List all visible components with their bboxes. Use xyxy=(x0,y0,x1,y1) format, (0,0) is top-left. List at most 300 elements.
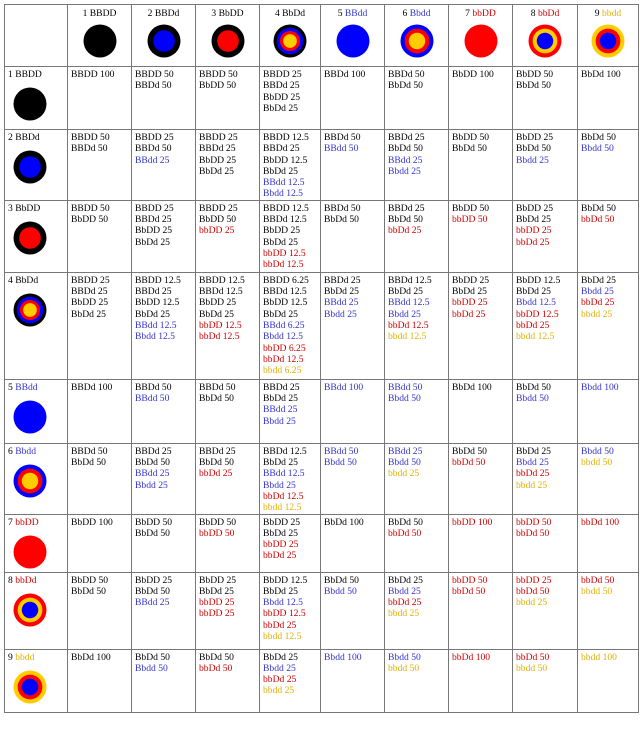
phenotype-disc-icon xyxy=(464,24,498,58)
offspring-line: bbDd 25 xyxy=(388,225,422,237)
offspring-line: bbDD 12.5 xyxy=(263,608,306,620)
offspring-line: bbDd 25 xyxy=(263,619,297,631)
offspring-line: BBdd 25 xyxy=(388,445,423,457)
offspring-line: bbDD 12.5 xyxy=(263,247,306,259)
offspring-line: BBDD 12.5 xyxy=(199,274,245,286)
offspring-line: BBDD 25 xyxy=(199,132,238,143)
offspring-line: BBdd 12.5 xyxy=(388,297,430,309)
offspring-line: BBDd 25 xyxy=(263,381,300,393)
offspring-cell xyxy=(449,272,513,379)
offspring-line: BbDD 50 xyxy=(452,202,490,214)
offspring-line: BBdd 50 xyxy=(324,445,359,457)
offspring-cell xyxy=(321,649,385,712)
offspring-cell xyxy=(132,443,196,514)
offspring-line: BbDd 100 xyxy=(581,69,621,80)
offspring-line: bbDd 50 xyxy=(452,457,486,469)
offspring-line: bbDd 12.5 xyxy=(263,490,304,502)
row-header-label xyxy=(7,132,65,144)
offspring-line: BBDD 25 xyxy=(263,69,302,80)
offspring-line: bbDd 50 xyxy=(516,527,550,539)
offspring-line: BbDd 50 xyxy=(581,132,616,143)
offspring-line: BbDD 12.5 xyxy=(135,297,180,309)
offspring-cell xyxy=(132,200,196,272)
column-header xyxy=(449,5,513,67)
offspring-line: bbDD 100 xyxy=(452,516,493,528)
offspring-line: bbDD 50 xyxy=(452,214,488,226)
offspring-line: BBDd 50 xyxy=(324,202,361,214)
offspring-line: bbDd 25 xyxy=(516,468,550,480)
offspring-line: BbDd 50 xyxy=(388,214,423,226)
offspring-line: bbDD 25 xyxy=(516,574,552,586)
offspring-line: BbDd 50 xyxy=(452,143,487,155)
offspring-line: BbDd 25 xyxy=(135,308,170,320)
offspring-cell xyxy=(449,443,513,514)
phenotype-disc-icon xyxy=(13,87,47,121)
disc-ring xyxy=(19,156,41,178)
offspring-line: Bbdd 25 xyxy=(135,479,168,491)
row-header xyxy=(5,572,68,649)
offspring-line: BbDD 25 xyxy=(199,297,237,309)
offspring-line: Bbdd 12.5 xyxy=(263,597,303,609)
offspring-line: BBDd 25 xyxy=(199,143,236,155)
column-header-label xyxy=(196,8,259,20)
offspring-line: BbDd 50 xyxy=(388,516,423,528)
offspring-cell xyxy=(513,649,578,712)
disc-ring xyxy=(14,535,47,568)
offspring-line: Bbdd 50 xyxy=(516,393,549,405)
offspring-cell xyxy=(260,514,321,572)
phenotype-disc-icon xyxy=(83,24,117,58)
row-header-label xyxy=(7,382,65,394)
offspring-line: BbDd 25 xyxy=(263,585,298,597)
table-row xyxy=(5,649,639,712)
offspring-line: bbDD 50 xyxy=(199,527,235,539)
offspring-line: bbdd 50 xyxy=(581,585,613,597)
disc-ring xyxy=(600,33,617,50)
offspring-line: BbDD 100 xyxy=(71,516,113,528)
offspring-cell xyxy=(385,272,449,379)
offspring-cell xyxy=(196,379,260,443)
offspring-cell xyxy=(68,649,132,712)
row-header-label xyxy=(7,446,65,458)
offspring-line: Bbdd 25 xyxy=(263,479,296,491)
offspring-line: BbDd 25 xyxy=(516,286,551,298)
offspring-line: BBDd 12.5 xyxy=(263,445,307,457)
offspring-line: BbDD 50 xyxy=(452,132,490,143)
offspring-line: BbDd 50 xyxy=(135,457,170,469)
offspring-line: bbDD 50 xyxy=(452,574,488,586)
genotype-number: 7 xyxy=(465,8,470,19)
offspring-line: bbDD 25 xyxy=(516,225,552,237)
offspring-cell xyxy=(68,379,132,443)
offspring-line: BBDd 25 xyxy=(71,286,108,298)
offspring-line: BBDD 100 xyxy=(71,69,115,80)
phenotype-disc-icon xyxy=(273,24,307,58)
offspring-line: bbDd 25 xyxy=(388,597,422,609)
offspring-line: BBdd 6.25 xyxy=(263,319,305,331)
offspring-line: Bbdd 25 xyxy=(388,165,421,177)
offspring-cell xyxy=(321,514,385,572)
phenotype-disc-icon xyxy=(528,24,562,58)
offspring-cell xyxy=(68,572,132,649)
offspring-line: bbDd 12.5 xyxy=(388,319,429,331)
column-header xyxy=(196,5,260,67)
row-header-label xyxy=(7,275,65,287)
offspring-cell xyxy=(578,272,639,379)
offspring-line: bbDD 25 xyxy=(263,539,299,551)
offspring-cell xyxy=(321,67,385,130)
offspring-cell xyxy=(132,514,196,572)
row-header xyxy=(5,200,68,272)
offspring-cell xyxy=(132,67,196,130)
offspring-line: Bbdd 100 xyxy=(324,651,362,663)
table-row xyxy=(5,514,639,572)
offspring-cell xyxy=(321,130,385,201)
genotype-number: 8 xyxy=(8,574,13,586)
column-header xyxy=(260,5,321,67)
offspring-line: BBDd 25 xyxy=(263,80,300,92)
offspring-line: BbDD 25 xyxy=(452,274,490,286)
offspring-line: BbDd 25 xyxy=(388,574,423,586)
offspring-line: BbDD 25 xyxy=(71,297,109,309)
disc-ring xyxy=(23,303,37,317)
offspring-line: BBdd 25 xyxy=(135,468,170,480)
offspring-line: bbdd 12.5 xyxy=(263,502,302,514)
row-header-label xyxy=(7,517,65,529)
offspring-line: BbDd 25 xyxy=(452,286,487,298)
offspring-line: BBDd 25 xyxy=(135,214,172,226)
column-header xyxy=(385,5,449,67)
offspring-line: BbDd 50 xyxy=(324,574,359,586)
offspring-line: bbDd 25 xyxy=(199,468,233,480)
offspring-cell xyxy=(321,200,385,272)
offspring-line: BbDd 50 xyxy=(324,214,359,226)
offspring-line: Bbdd 50 xyxy=(388,651,421,663)
offspring-line: Bbdd 25 xyxy=(263,415,296,427)
row-header xyxy=(5,379,68,443)
disc-ring xyxy=(14,400,47,433)
corner-cell xyxy=(5,5,68,67)
offspring-line: BbDd 50 xyxy=(71,457,106,469)
offspring-line: BbDd 25 xyxy=(581,274,616,286)
genotype-name: bbDd xyxy=(537,8,560,19)
table-row xyxy=(5,443,639,514)
offspring-cell xyxy=(385,379,449,443)
phenotype-disc-icon xyxy=(147,24,181,58)
offspring-line: bbdd 50 xyxy=(516,662,548,674)
offspring-line: BBDd 25 xyxy=(263,143,300,155)
offspring-line: BBdd 12.5 xyxy=(263,177,305,189)
genotype-number: 2 xyxy=(147,8,153,19)
offspring-line: Bbdd 50 xyxy=(388,457,421,469)
offspring-line: BbDD 50 xyxy=(516,69,554,80)
offspring-line: Bbdd 50 xyxy=(324,457,357,469)
offspring-line: BbDD 50 xyxy=(71,574,109,586)
offspring-cell xyxy=(196,572,260,649)
row-header xyxy=(5,514,68,572)
row-header-label xyxy=(7,69,65,81)
offspring-cell xyxy=(132,379,196,443)
genotype-number: 3 xyxy=(211,8,217,19)
offspring-line: bbDD 25 xyxy=(199,608,235,620)
offspring-line: bbdd 25 xyxy=(388,608,420,620)
offspring-cell xyxy=(260,200,321,272)
offspring-line: BbDd 50 xyxy=(135,527,170,539)
row-header xyxy=(5,130,68,201)
offspring-line: BBdd 25 xyxy=(388,154,423,166)
offspring-cell xyxy=(385,514,449,572)
offspring-line: BBDd 50 xyxy=(135,80,172,92)
row-header-label xyxy=(7,575,65,587)
offspring-line: BbDD 12.5 xyxy=(263,574,308,586)
offspring-line: BbDd 50 xyxy=(199,457,234,469)
offspring-cell xyxy=(449,572,513,649)
genotype-name: Bbdd xyxy=(15,445,36,457)
offspring-line: Bbdd 25 xyxy=(388,308,421,320)
phenotype-disc-icon xyxy=(400,24,434,58)
offspring-cell xyxy=(449,130,513,201)
offspring-line: BBDd 50 xyxy=(135,143,172,155)
offspring-cell xyxy=(449,379,513,443)
offspring-line: Bbdd 100 xyxy=(581,381,619,393)
offspring-line: BbDd 50 xyxy=(199,393,234,405)
offspring-cell xyxy=(449,514,513,572)
offspring-cell xyxy=(132,649,196,712)
offspring-line: bbDd 25 xyxy=(263,550,297,562)
offspring-line: bbDd 100 xyxy=(581,516,620,528)
offspring-line: BbDd 50 xyxy=(135,651,170,663)
genotype-number: 7 xyxy=(8,516,13,528)
offspring-line: bbDd 100 xyxy=(452,651,491,663)
column-header-label xyxy=(385,8,448,20)
offspring-line: Bbdd 12.5 xyxy=(516,297,556,309)
offspring-line: BbDd 25 xyxy=(324,286,359,298)
genotype-name: BBDd xyxy=(15,132,40,143)
offspring-line: BbDd 50 xyxy=(388,80,423,92)
offspring-line: BBDd 12.5 xyxy=(263,214,307,226)
offspring-line: BBDD 50 xyxy=(135,69,174,80)
offspring-cell xyxy=(513,572,578,649)
disc-ring xyxy=(22,473,39,490)
offspring-line: BBDd 12.5 xyxy=(263,286,307,298)
offspring-line: BbDd 25 xyxy=(516,214,551,226)
phenotype-disc-icon xyxy=(336,24,370,58)
offspring-line: BbDd 25 xyxy=(516,445,551,457)
offspring-line: bbDd 12.5 xyxy=(263,259,304,271)
offspring-line: BBDd 25 xyxy=(388,202,425,214)
offspring-line: bbdd 50 xyxy=(581,457,613,469)
offspring-line: BBDD 50 xyxy=(199,69,238,80)
offspring-line: bbDD 50 xyxy=(516,516,552,528)
offspring-cell xyxy=(513,379,578,443)
offspring-line: BbDD 100 xyxy=(452,69,494,80)
offspring-line: bbdd 25 xyxy=(516,597,548,609)
offspring-line: BBDd 50 xyxy=(388,69,425,80)
offspring-line: BbDd 25 xyxy=(263,651,298,663)
offspring-cell xyxy=(196,443,260,514)
offspring-cell xyxy=(578,514,639,572)
offspring-line: BbDD 25 xyxy=(263,516,301,528)
offspring-line: BbDd 50 xyxy=(516,143,551,155)
offspring-line: BBdd 100 xyxy=(324,381,364,393)
genotype-number: 5 xyxy=(337,8,343,19)
offspring-cell xyxy=(196,272,260,379)
offspring-line: BBDD 6.25 xyxy=(263,274,309,286)
column-header xyxy=(132,5,196,67)
offspring-cell xyxy=(513,67,578,130)
offspring-cell xyxy=(321,272,385,379)
offspring-cell xyxy=(68,67,132,130)
genotype-name: bbdd xyxy=(602,8,622,19)
genotype-name: BbDD xyxy=(15,202,41,214)
offspring-line: bbDd 25 xyxy=(581,297,615,309)
offspring-line: BbDD 50 xyxy=(199,214,237,226)
offspring-cell xyxy=(132,272,196,379)
offspring-line: bbDD 25 xyxy=(199,597,235,609)
genotype-name: bbDD xyxy=(472,8,496,19)
column-header xyxy=(578,5,639,67)
column-header xyxy=(68,5,132,67)
offspring-line: bbDD 6.25 xyxy=(263,342,306,354)
column-header xyxy=(321,5,385,67)
phenotype-disc-icon xyxy=(13,150,47,184)
offspring-cell xyxy=(260,67,321,130)
genotype-number: 1 xyxy=(8,69,13,80)
offspring-line: bbDd 25 xyxy=(516,236,550,248)
offspring-cell xyxy=(385,572,449,649)
genotype-name: BbDd xyxy=(282,8,306,19)
offspring-cell xyxy=(196,514,260,572)
genotype-name: BbDD xyxy=(218,8,244,19)
offspring-cell xyxy=(321,443,385,514)
disc-ring xyxy=(217,30,239,52)
offspring-line: BbDd 25 xyxy=(199,585,234,597)
offspring-cell xyxy=(449,200,513,272)
offspring-cell xyxy=(449,67,513,130)
offspring-line: BBDd 50 xyxy=(135,381,172,393)
offspring-line: bbdd 12.5 xyxy=(388,331,427,343)
phenotype-disc-icon xyxy=(13,293,47,327)
offspring-line: BBDD 25 xyxy=(71,274,110,286)
offspring-line: bbDd 50 xyxy=(388,527,422,539)
offspring-line: Bbdd 25 xyxy=(581,286,614,298)
genotype-name: BBdd xyxy=(15,381,38,393)
offspring-line: bbDd 25 xyxy=(263,674,297,686)
offspring-line: Bbdd 25 xyxy=(516,154,549,166)
offspring-line: BBDD 12.5 xyxy=(263,202,309,214)
offspring-line: BBDd 12.5 xyxy=(199,286,243,298)
header-row xyxy=(5,5,639,67)
table-row xyxy=(5,572,639,649)
offspring-line: Bbdd 50 xyxy=(135,662,168,674)
offspring-line: Bbdd 25 xyxy=(263,662,296,674)
offspring-line: Bbdd 25 xyxy=(516,457,549,469)
disc-ring xyxy=(83,25,116,58)
offspring-line: BbDD 25 xyxy=(199,154,237,166)
offspring-line: BbDd 25 xyxy=(199,165,234,177)
phenotype-disc-icon xyxy=(13,670,47,704)
column-header-label xyxy=(260,8,320,20)
offspring-cell xyxy=(578,200,639,272)
offspring-line: BbDD 12.5 xyxy=(263,154,308,166)
offspring-line: BBdd 25 xyxy=(324,297,359,309)
disc-ring xyxy=(336,25,369,58)
offspring-line: BBDd 12.5 xyxy=(388,274,432,286)
offspring-line: Bbdd 12.5 xyxy=(135,331,175,343)
offspring-line: bbdd 25 xyxy=(581,308,613,320)
table-row xyxy=(5,379,639,443)
offspring-line: BbDD 50 xyxy=(135,516,173,528)
genotype-number: 9 xyxy=(8,651,13,663)
disc-ring xyxy=(153,30,175,52)
offspring-cell xyxy=(321,572,385,649)
offspring-cell xyxy=(513,514,578,572)
offspring-cell xyxy=(385,130,449,201)
offspring-cell xyxy=(385,649,449,712)
offspring-line: BbDd 25 xyxy=(388,286,423,298)
offspring-line: BBdd 12.5 xyxy=(263,468,305,480)
offspring-cell xyxy=(260,443,321,514)
offspring-line: BbDd 50 xyxy=(516,80,551,92)
offspring-line: Bbdd 12.5 xyxy=(263,331,303,343)
offspring-line: BbDD 50 xyxy=(199,516,237,528)
genotype-name: bbdd xyxy=(15,651,35,663)
offspring-line: BbDd 25 xyxy=(263,236,298,248)
row-header xyxy=(5,649,68,712)
offspring-line: BbDD 25 xyxy=(199,574,237,586)
offspring-cell xyxy=(578,130,639,201)
row-header xyxy=(5,272,68,379)
offspring-cell xyxy=(68,200,132,272)
column-header-label xyxy=(513,8,577,20)
cross-table xyxy=(4,4,639,713)
genotype-name: BBDD xyxy=(89,8,117,19)
offspring-line: BbDd 25 xyxy=(71,308,106,320)
offspring-line: BbDd 100 xyxy=(452,381,492,393)
genotype-name: BBdd xyxy=(344,8,368,19)
offspring-line: BbDD 25 xyxy=(516,132,554,143)
offspring-line: BbDd 50 xyxy=(388,143,423,155)
offspring-line: BbDD 50 xyxy=(199,80,237,92)
offspring-cell xyxy=(68,514,132,572)
offspring-line: Bbdd 50 xyxy=(581,445,614,457)
offspring-cell xyxy=(196,130,260,201)
phenotype-disc-icon xyxy=(211,24,245,58)
offspring-cell xyxy=(578,443,639,514)
genotype-name: BbDd xyxy=(15,274,39,286)
offspring-line: bbdd 25 xyxy=(516,479,548,491)
offspring-line: BBDd 100 xyxy=(324,69,366,80)
column-header-label xyxy=(132,8,195,20)
genotype-name: bbDD xyxy=(15,516,39,528)
offspring-line: bbdd 25 xyxy=(388,468,420,480)
phenotype-disc-icon xyxy=(13,400,47,434)
offspring-line: bbDd 50 xyxy=(516,585,550,597)
offspring-line: BBdd 50 xyxy=(324,143,359,155)
offspring-line: BBDd 25 xyxy=(324,274,361,286)
offspring-line: BbDd 25 xyxy=(263,527,298,539)
column-header-label xyxy=(578,8,638,20)
disc-ring xyxy=(537,33,554,50)
offspring-line: bbDD 25 xyxy=(199,225,235,237)
table-row xyxy=(5,67,639,130)
offspring-cell xyxy=(260,572,321,649)
offspring-line: BbDd 25 xyxy=(263,457,298,469)
offspring-line: BBDd 25 xyxy=(135,445,172,457)
offspring-line: BbDD 25 xyxy=(135,225,173,237)
offspring-line: BbDd 100 xyxy=(71,651,111,663)
offspring-line: BBdd 50 xyxy=(388,381,423,393)
